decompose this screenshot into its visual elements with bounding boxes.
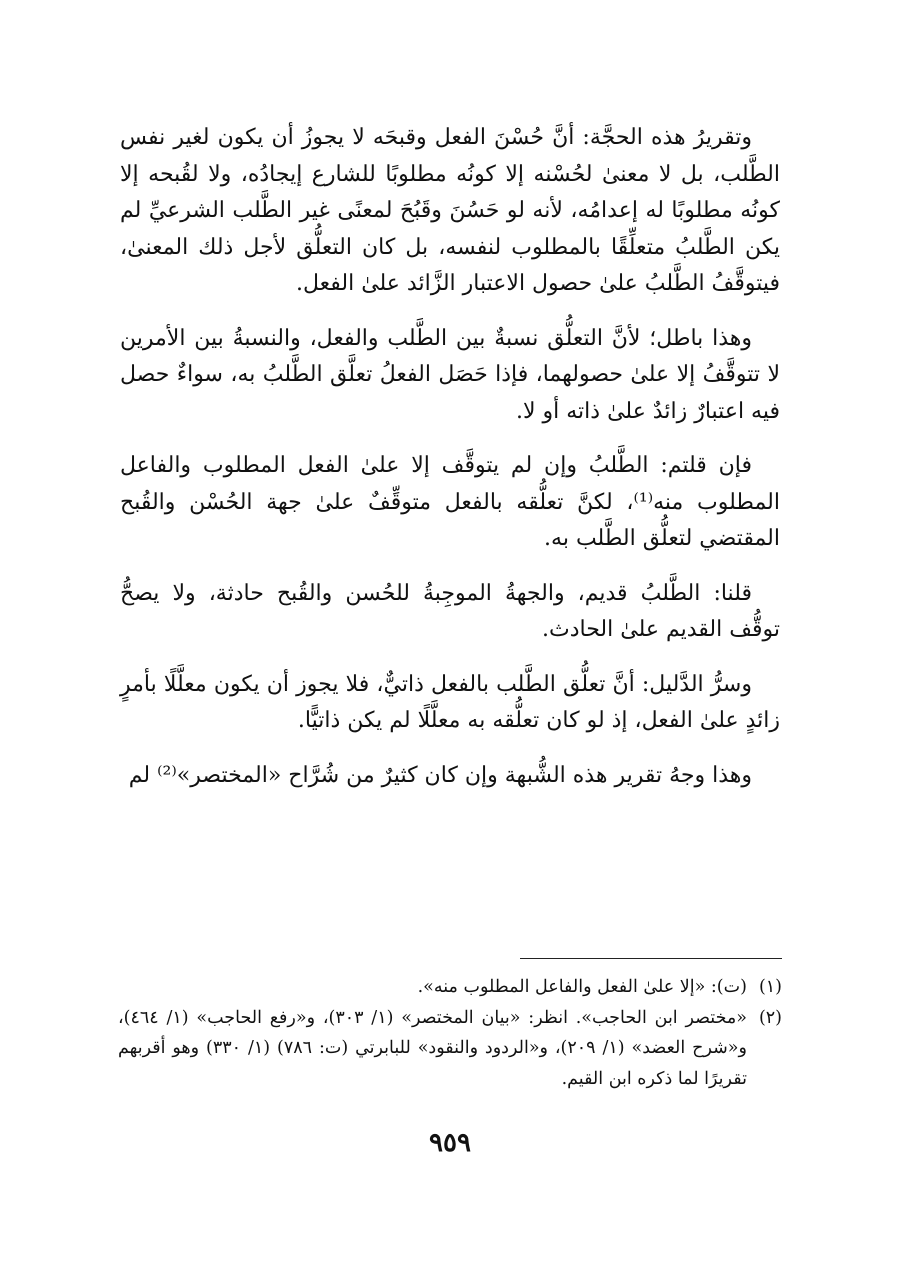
footnote-text: (ت): «إلا علىٰ الفعل والفاعل المطلوب منه». [417,977,747,997]
main-text [120,120,780,812]
footnote-text: «مختصر ابن الحاجب». انظر: «بيان المختصر» (١/ ٣٠٣)، و«رفع الحاجب» (١/ ٤٦٤)، و«شرح العضد» (١/ ٢٠٩)، و«الردود والنقود» للبابرتي (ت: ٧٨٦) (١/ ٣٣٠) وهو أقربهم تقريرًا لما ذكره ابن القيم. [118,1007,747,1089]
paragraph-3: فإن قلتم: الطَّلبُ وإن لم يتوقَّف إلا علىٰ الفعل المطلوب والفاعل المطلوب منه⁽¹⁾، لكنَّ تعلُّقه بالفعل متوقِّفٌ علىٰ جهة الحُسْن والقُبح المقتضي لتعلُّق الطَّلب به. [120,453,780,551]
footnote-number: (١) [758,977,782,997]
footnote-2 [118,1003,782,1095]
paragraph-6: وهذا وجهُ تقرير هذه الشُّبهة وإن كان كثيرٌ من شُرَّاح «المختصر»⁽²⁾ لم [128,762,752,788]
paragraph-4: قلنا: الطَّلبُ قديم، والجهةُ الموجِبةُ للحُسن والقُبح حادثة، ولا يصحُّ توقُّف القديم علىٰ الحادث. [120,580,780,642]
paragraph-2: وهذا باطل؛ لأنَّ التعلُّق نسبةٌ بين الطَّلب والفعل، والنسبةُ بين الأمرين لا تتوقَّفُ إلا علىٰ حصولهما، فإذا حَصَل الفعلُ تعلَّق الطَّلبُ به، سواءٌ حصل فيه اعتبارٌ زائدٌ علىٰ ذاته أو لا. [120,325,780,424]
footnotes [118,972,782,1094]
footnote-number: (٢) [758,1007,782,1028]
paragraph-5: وسرُّ الدَّليل: أنَّ تعلُّق الطَّلب بالفعل ذاتيٌّ، فلا يجوز أن يكون معلَّلًا بأمرٍ زائدٍ علىٰ الفعل، إذ لو كان تعلُّقه به معلَّلًا لم يكن ذاتيًّا. [120,671,780,733]
page-number: ٩٥٩ [429,1128,471,1158]
footnote-1 [118,972,782,1003]
footnote-separator [520,958,782,959]
paragraph-1: وتقريرُ هذه الحجَّة: أنَّ حُسْنَ الفعل وقبحَه لا يجوزُ أن يكون لغير نفس الطَّلب، بل لا معنىٰ لحُسْنه إلا كونُه مطلوبًا للشارع إيجادُه، ولا لقُبحه إلا كونُه مطلوبًا له إعدامُه، لأنه لو حَسُنَ وقَبُحَ لمعنًى غير الطَّلب الشرعيِّ لم يكن الطَّلبُ متعلِّقًا بالمطلوب لنفسه، بل كان التعلُّق لأجل ذلك المعنىٰ، فيتوقَّفُ الطَّلبُ علىٰ حصول الاعتبار الزَّائد علىٰ الفعل. [120,125,780,296]
